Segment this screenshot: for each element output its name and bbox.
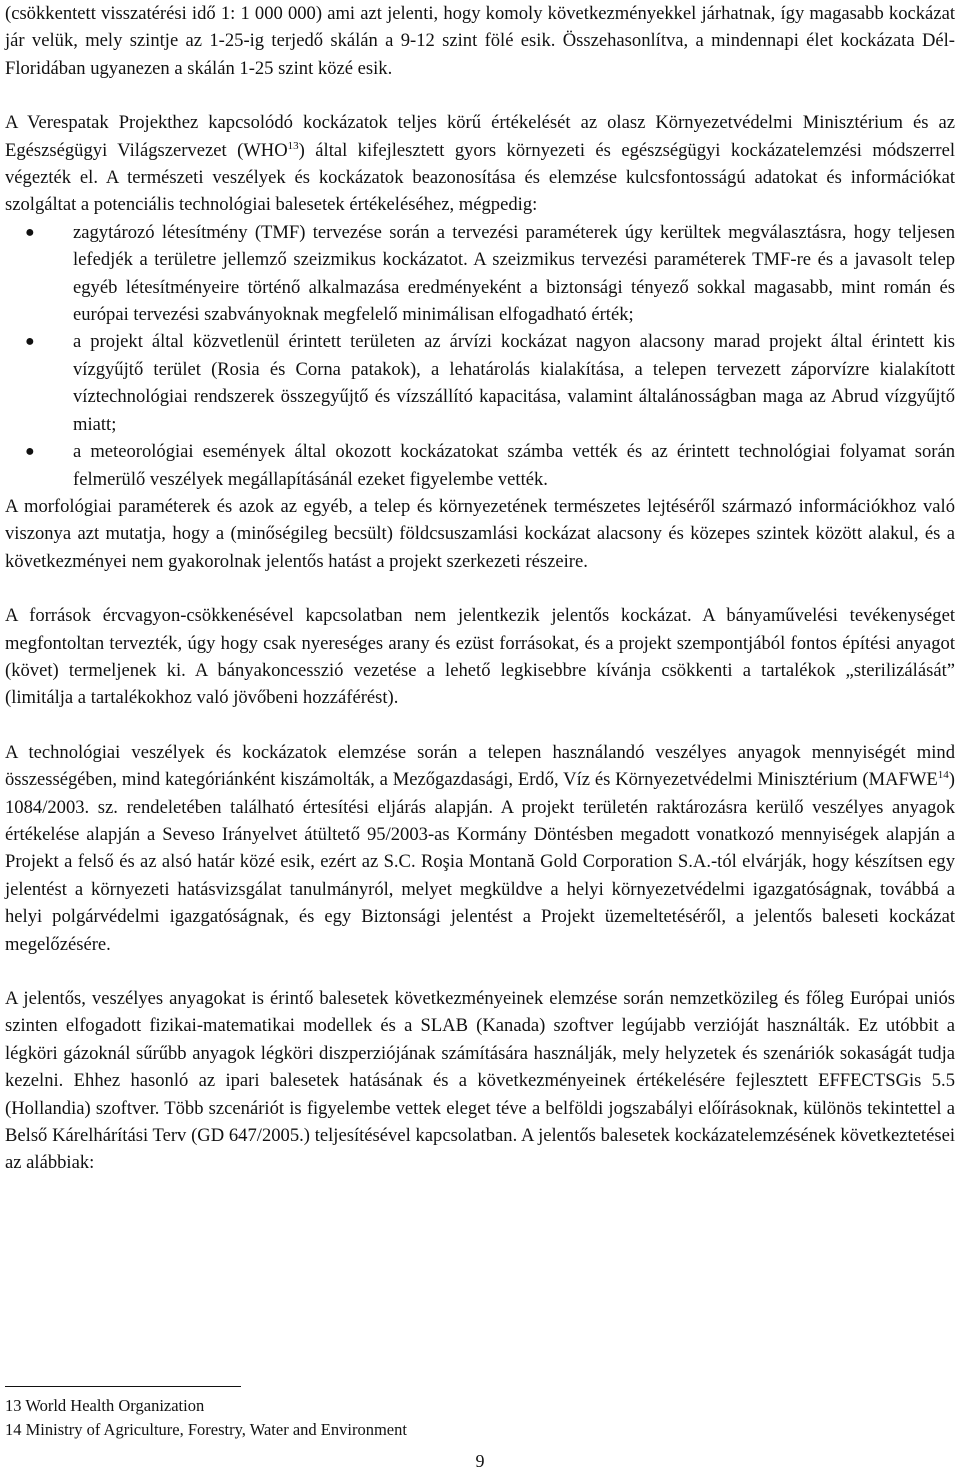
bullet-item-flood: [5, 328, 955, 438]
bullet-text: zagytározó létesítmény (TMF) tervezése során a tervezési paraméterek úgy kerültek megválasztásra, hogy teljesen lefedjék a területre jellemző szeizmikus kockázatot. A szeizmikus tervezési paraméterek TMF-re és a javasolt telep egyéb létesítményeire történő alkalmazása eredményeként a biztonsági tényező sokkal magasabb, mint román és európai tervezési szabványoknak megfelelő minimálisan elfogadható érték;: [73, 221, 955, 326]
bullet-icon: ●: [25, 223, 35, 241]
text-segment: ) 1084/2003. sz. rendeletében található értesítési eljárás alapján. A projekt területén raktározásra kerülő veszélyes anyagok értékelése alapján a Seveso Irányelvet átültető 95/2003-as Kormány Döntésben megadott vonatkozó mennyiségek alapján a Projekt a felső és az alsó határ közé esik, ezért az S.C. Roşia Montană Gold Corporation S.A.-tól elvárják, hogy készítsen egy jelentést a környezeti hatásvizsgálat tanulmányról, melyet megküldve a helyi környezetvédelmi igazgatóságnak, továbbá a helyi polgárvédelmi igazgatóságnak, és egy Biztonsági jelentést a Projekt üzemeltetéséről, a jelentős baleseti kockázat megelőzésére.: [5, 769, 955, 955]
paragraph-resources: A források ércvagyon-csökkenésével kapcsolatban nem jelentkezik jelentős kockázat. A bányaművelési tevékenységet megfontoltan tervezték, úgy hogy csak nyereséges arany és ezüst forrásokat, és a projekt szempontjából fontos építési anyagot (követ) termeljenek ki. A bányakoncesszió vezetése a lehető legkisebbre kívánja csökkenti a tartalékok „sterilizálását” (limitálja a tartalékokhoz való jövőbeni hozzáférést).: [5, 605, 955, 709]
footnote-text: Ministry of Agriculture, Forestry, Water and Environment: [25, 1420, 407, 1439]
footnote-13: [5, 1394, 407, 1418]
bullet-text: a meteorológiai események által okozott kockázatokat számba vették és az érintett technológiai folyamat során felmerülő veszélyek megállapításánál ezeket figyelembe vették.: [73, 441, 955, 490]
paragraph-technological-hazards: [5, 739, 955, 958]
bullet-icon: ●: [25, 443, 35, 461]
footnote-divider: [5, 1386, 241, 1387]
paragraph-accident-models: A jelentős, veszélyes anyagokat is érintő balesetek következményeinek elemzése során nemzetközileg és főleg Európai uniós szinten elfogadott fizikai-matematikai modellek és a SLAB (Kanada) szoftver legújabb verzióját használták. Ez utóbbit a légköri gázoknál sűrűbb anyagok légköri diszperziójának számítására használják, mely helyzetek és szenáriók sokaságát tudja kezelni. Ehhez hasonló az ipari balesetek hatásának és a következményeinek értékelésére fejlesztett EFFECTSGis 5.5 (Hollandia) szoftver. Több szcenáriót is figyelembe vettek eleget téve a belföldi jogszabályi előírásoknak, különös tekintettel a Belső Kárelhárítási Terv (GD 647/2005.) teljesítésével kapcsolatban. A jelentős balesetek kockázatelemzésének következtetései az alábbiak:: [5, 988, 955, 1174]
document-body: [5, 0, 955, 1177]
footnote-ref-13: 13: [287, 139, 299, 152]
footnote-ref-14: 14: [937, 769, 949, 782]
footnotes: [5, 1394, 407, 1442]
paragraph-morphology: A morfológiai paraméterek és azok az egyéb, a telep és környezetének természetes lejtéséről származó információkhoz való viszonya azt mutatja, hogy a (minőségileg becsült) földcsuszamlási kockázat alacsony és közepes szintek között alakul, és a következményei nem gyakorolnak jelentős hatást a projekt szerkezeti részeire.: [5, 495, 955, 572]
text-segment: A technológiai veszélyek és kockázatok elemzése során a telepen használandó veszélyes anyagok mennyiségét mind összességében, mind kategóriánként kiszámolták, a Mezőgazdasági, Erdő, Víz és Környezetvédelmi Minisztérium (MAFWE: [5, 741, 955, 791]
footnote-number: 14: [5, 1420, 22, 1439]
paragraph-return-period: (csökkentett visszatérési idő 1: 1 000 000) ami azt jelenti, hogy komoly következményekkel járhatnak, így magasabb kockázat jár velük, mely szintje az 1-25-ig terjedő skálán a 9-12 szint fölé esik. Összehasonlítva, a mindennapi élet kockázata Dél-Floridában ugyanezen a skálán 1-25 szint közé esik.: [5, 3, 955, 79]
paragraph-risk-assessment: [5, 109, 955, 219]
bullet-list: [5, 219, 955, 493]
bullet-item-tmf: [5, 219, 955, 329]
bullet-icon: ●: [25, 333, 35, 351]
bullet-text: a projekt által közvetlenül érintett területen az árvízi kockázat nagyon alacsony marad projekt által érintett kis vízgyűjtő terület (Rosia és Corna patakok), a lehatárolás kialakítása, a telepen tervezett záporvízre kialakított víztechnológiai rendszerek összegyűjtő és vízszállító kapacitása, valamint általánosságban maga az Abrud vízgyűjtő miatt;: [73, 331, 955, 435]
footnote-text: World Health Organization: [25, 1396, 205, 1415]
footnote-number: 13: [5, 1396, 22, 1415]
footnote-14: [5, 1418, 407, 1442]
page-number: 9: [475, 1451, 485, 1471]
text-segment: ) által kifejlesztett gyors környezeti és egészségügyi kockázatelemzési módszerrel végezték el. A természeti veszélyek és kockázatok beazonosítása és elemzése kulcsfontosságú adatokat és információkat szolgáltat a potenciális technológiai balesetek értékeléséhez, mégpedig:: [5, 139, 955, 216]
bullet-item-meteorology: [5, 438, 955, 493]
text-segment: A Verespatak Projekthez kapcsolódó kockázatok teljes körű értékelését az olasz Környezetvédelmi Minisztérium és az Egészségügyi Világszervezet (WHO: [5, 112, 955, 161]
